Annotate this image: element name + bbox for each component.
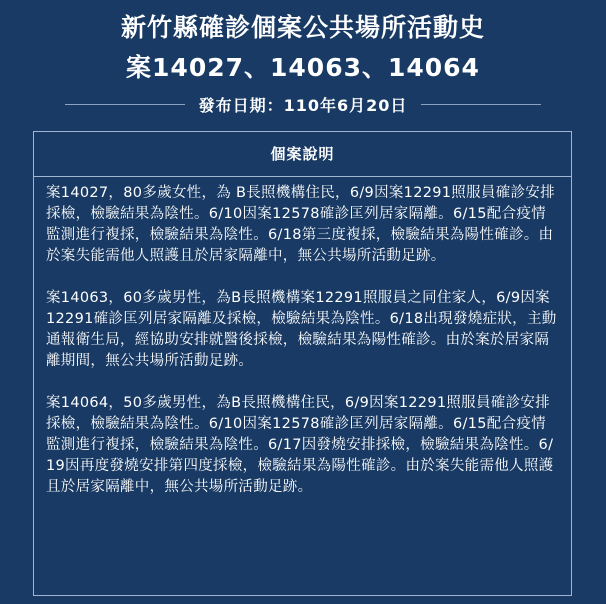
case-14027-description: 案14027，80多歲女性，為 B長照機構住民，6/9因案12291照服員確診安排採檢，檢驗結果為陰性。6/10因案12578確診匡列居家隔離。6/15配合疫情監測進行複採，檢驗結果為陰性。6/18第三度複採，檢驗結果為陽性確診。由於案失能需他人照護且於居家隔離中，無公共場所活動足跡。 <box>46 185 555 264</box>
case-description-panel <box>33 131 572 596</box>
divider-left <box>65 104 185 105</box>
case-numbers-title: 案14027、14063、14064 <box>126 53 480 82</box>
page-title: 新竹縣確診個案公共場所活動史 <box>120 13 485 42</box>
divider-right <box>421 104 541 105</box>
panel-heading: 個案說明 <box>34 132 571 177</box>
publish-date: 發布日期：110年6月20日 <box>198 95 408 115</box>
case-14063-description: 案14063，60多歲男性，為B長照機構案12291照服員之同住家人，6/9因案12291確診匡列居家隔離及採檢，檢驗結果為陰性。6/18出現發燒症狀，主動通報衛生局，經協助安排就醫後採檢，檢驗結果為陽性確診。由於案於居家隔離期間，無公共場所活動足跡。 <box>46 290 557 369</box>
case-14064-description: 案14064，50多歲男性，為B長照機構住民，6/9因案12291照服員確診安排採檢，檢驗結果為陰性。6/10因案12578確診匡列居家隔離。6/15配合疫情監測進行複採，檢驗結果為陰性。6/17因發燒安排採檢，檢驗結果為陰性。6/19因再度發燒安排第四度採檢，檢驗結果為陽性確診。由於案失能需他人照護且於居家隔離中，無公共場所活動足跡。 <box>46 395 554 495</box>
publish-date-row <box>0 92 606 116</box>
panel-body <box>34 177 571 498</box>
